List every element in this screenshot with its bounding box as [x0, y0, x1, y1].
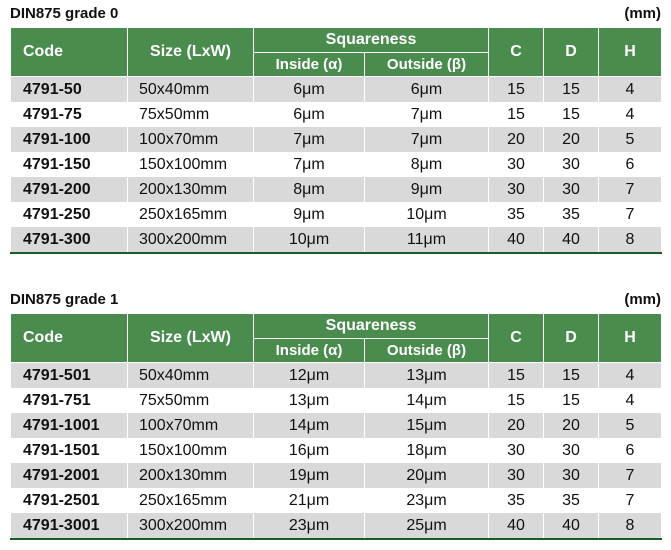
section-title: DIN875 grade 0: [10, 5, 119, 22]
table-body: [11, 363, 662, 540]
column-header-outside: Outside (β): [365, 339, 489, 363]
code-cell: 4791-200: [11, 177, 128, 202]
inside-cell: 9μm: [254, 202, 365, 227]
outside-cell: 9μm: [365, 177, 489, 202]
table-row: [11, 227, 662, 253]
outside-cell: 13μm: [365, 363, 489, 389]
code-cell: 4791-100: [11, 127, 128, 152]
h-cell: 7: [599, 463, 662, 488]
size-cell: 75x50mm: [128, 388, 254, 413]
size-cell: 150x100mm: [128, 152, 254, 177]
unit-label: (mm): [624, 5, 661, 22]
size-cell: 200x130mm: [128, 177, 254, 202]
c-cell: 20: [489, 127, 544, 152]
section-title: DIN875 grade 1: [10, 291, 119, 308]
unit-label: (mm): [624, 291, 661, 308]
c-cell: 30: [489, 438, 544, 463]
outside-cell: 8μm: [365, 152, 489, 177]
outside-cell: 20μm: [365, 463, 489, 488]
inside-cell: 21μm: [254, 488, 365, 513]
table-row: [11, 363, 662, 389]
section-header: [0, 286, 671, 313]
h-cell: 4: [599, 363, 662, 389]
d-cell: 30: [544, 177, 599, 202]
h-cell: 5: [599, 413, 662, 438]
column-header-size: Size (LxW): [128, 314, 254, 363]
table-row: [11, 388, 662, 413]
h-cell: 7: [599, 202, 662, 227]
column-header-code: Code: [11, 314, 128, 363]
c-cell: 30: [489, 152, 544, 177]
size-cell: 50x40mm: [128, 77, 254, 103]
code-cell: 4791-150: [11, 152, 128, 177]
outside-cell: 14μm: [365, 388, 489, 413]
d-cell: 20: [544, 127, 599, 152]
size-cell: 300x200mm: [128, 227, 254, 253]
size-cell: 200x130mm: [128, 463, 254, 488]
code-cell: 4791-1501: [11, 438, 128, 463]
table-row: [11, 463, 662, 488]
outside-cell: 7μm: [365, 102, 489, 127]
c-cell: 35: [489, 488, 544, 513]
d-cell: 40: [544, 513, 599, 539]
table-body: [11, 77, 662, 254]
spec-table: [10, 27, 662, 254]
h-cell: 6: [599, 152, 662, 177]
c-cell: 15: [489, 77, 544, 103]
grade-1-section: [0, 286, 671, 534]
h-cell: 5: [599, 127, 662, 152]
d-cell: 30: [544, 438, 599, 463]
table-row: [11, 513, 662, 539]
code-cell: 4791-1001: [11, 413, 128, 438]
outside-cell: 25μm: [365, 513, 489, 539]
size-cell: 250x165mm: [128, 488, 254, 513]
size-cell: 75x50mm: [128, 102, 254, 127]
h-cell: 7: [599, 177, 662, 202]
column-header-h: H: [599, 314, 662, 363]
size-cell: 150x100mm: [128, 438, 254, 463]
h-cell: 8: [599, 227, 662, 253]
spec-table: [10, 313, 662, 540]
table-row: [11, 488, 662, 513]
code-cell: 4791-75: [11, 102, 128, 127]
inside-cell: 7μm: [254, 152, 365, 177]
column-header-d: D: [544, 28, 599, 77]
column-header-c: C: [489, 314, 544, 363]
d-cell: 20: [544, 413, 599, 438]
column-header-c: C: [489, 28, 544, 77]
table-row: [11, 127, 662, 152]
c-cell: 40: [489, 513, 544, 539]
outside-cell: 23μm: [365, 488, 489, 513]
d-cell: 35: [544, 202, 599, 227]
inside-cell: 19μm: [254, 463, 365, 488]
h-cell: 8: [599, 513, 662, 539]
column-header-code: Code: [11, 28, 128, 77]
inside-cell: 8μm: [254, 177, 365, 202]
column-header-d: D: [544, 314, 599, 363]
inside-cell: 10μm: [254, 227, 365, 253]
column-header-size: Size (LxW): [128, 28, 254, 77]
code-cell: 4791-3001: [11, 513, 128, 539]
c-cell: 20: [489, 413, 544, 438]
inside-cell: 23μm: [254, 513, 365, 539]
column-header-h: H: [599, 28, 662, 77]
table-row: [11, 152, 662, 177]
table-row: [11, 177, 662, 202]
column-header-squareness: Squareness: [254, 314, 489, 339]
c-cell: 15: [489, 363, 544, 389]
c-cell: 35: [489, 202, 544, 227]
code-cell: 4791-2501: [11, 488, 128, 513]
code-cell: 4791-751: [11, 388, 128, 413]
size-cell: 100x70mm: [128, 413, 254, 438]
h-cell: 6: [599, 438, 662, 463]
column-header-outside: Outside (β): [365, 53, 489, 77]
outside-cell: 11μm: [365, 227, 489, 253]
h-cell: 4: [599, 102, 662, 127]
h-cell: 4: [599, 77, 662, 103]
table-row: [11, 413, 662, 438]
inside-cell: 6μm: [254, 102, 365, 127]
code-cell: 4791-250: [11, 202, 128, 227]
outside-cell: 10μm: [365, 202, 489, 227]
outside-cell: 18μm: [365, 438, 489, 463]
c-cell: 15: [489, 102, 544, 127]
d-cell: 30: [544, 463, 599, 488]
outside-cell: 6μm: [365, 77, 489, 103]
column-header-inside: Inside (α): [254, 53, 365, 77]
d-cell: 40: [544, 227, 599, 253]
code-cell: 4791-300: [11, 227, 128, 253]
code-cell: 4791-501: [11, 363, 128, 389]
size-cell: 300x200mm: [128, 513, 254, 539]
table-row: [11, 102, 662, 127]
d-cell: 15: [544, 363, 599, 389]
table-row: [11, 202, 662, 227]
outside-cell: 7μm: [365, 127, 489, 152]
c-cell: 30: [489, 463, 544, 488]
d-cell: 15: [544, 388, 599, 413]
size-cell: 100x70mm: [128, 127, 254, 152]
h-cell: 4: [599, 388, 662, 413]
d-cell: 30: [544, 152, 599, 177]
grade-0-section: [0, 0, 671, 248]
section-header: [0, 0, 671, 27]
d-cell: 35: [544, 488, 599, 513]
table-row: [11, 438, 662, 463]
size-cell: 250x165mm: [128, 202, 254, 227]
inside-cell: 13μm: [254, 388, 365, 413]
d-cell: 15: [544, 102, 599, 127]
inside-cell: 6μm: [254, 77, 365, 103]
inside-cell: 7μm: [254, 127, 365, 152]
outside-cell: 15μm: [365, 413, 489, 438]
code-cell: 4791-50: [11, 77, 128, 103]
c-cell: 40: [489, 227, 544, 253]
column-header-squareness: Squareness: [254, 28, 489, 53]
code-cell: 4791-2001: [11, 463, 128, 488]
inside-cell: 14μm: [254, 413, 365, 438]
inside-cell: 12μm: [254, 363, 365, 389]
d-cell: 15: [544, 77, 599, 103]
size-cell: 50x40mm: [128, 363, 254, 389]
table-row: [11, 77, 662, 103]
c-cell: 30: [489, 177, 544, 202]
column-header-inside: Inside (α): [254, 339, 365, 363]
inside-cell: 16μm: [254, 438, 365, 463]
c-cell: 15: [489, 388, 544, 413]
h-cell: 7: [599, 488, 662, 513]
